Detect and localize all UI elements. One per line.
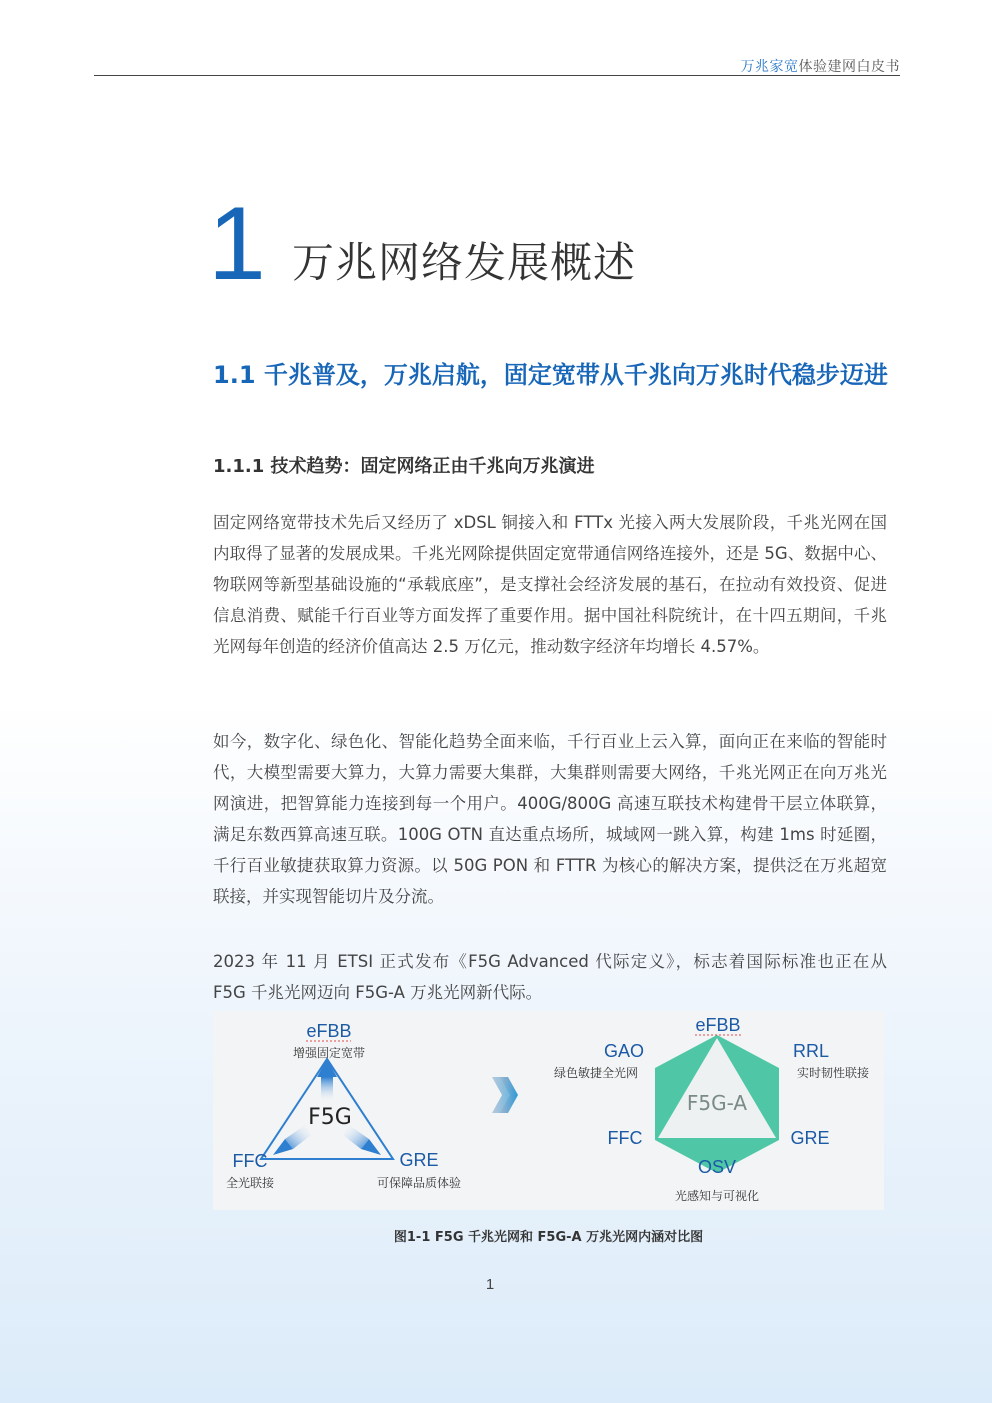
f5g-center-label: F5G <box>308 1105 352 1130</box>
ffc-label: FFC <box>607 1128 643 1148</box>
subsection-heading: 1.1.1 技术趋势：固定网络正由千兆向万兆演进 <box>213 456 595 477</box>
rrl-label: RRL <box>792 1041 830 1061</box>
gao-label: GAO <box>603 1041 645 1061</box>
chapter-number: 1 <box>208 186 266 302</box>
efbb-label: eFBB <box>306 1021 352 1041</box>
efbb-label: eFBB <box>695 1015 741 1035</box>
f5g-triangle-diagram <box>226 1021 461 1190</box>
header-title-accent: 万兆家宽 <box>740 59 799 75</box>
header-title-rest: 体验建网白皮书 <box>798 59 900 75</box>
arrow-up-shaft <box>321 1077 333 1103</box>
osv-label: OSV <box>697 1157 737 1177</box>
figure-caption: 图1-1 F5G 千兆光网和 F5G-A 万兆光网内涵对比图 <box>393 1230 704 1245</box>
osv-desc: 光感知与可视化 <box>674 1189 760 1203</box>
section-heading: 1.1 千兆普及，万兆启航，固定宽带从千兆向万兆时代稳步迈进 <box>213 361 888 389</box>
page-header <box>94 52 900 76</box>
paragraph: 固定网络宽带技术先后又经历了 xDSL 铜接入和 FTTx 光接入两大发展阶段，千兆光网在国内取得了显著的发展成果。千兆光网除提供固定宽带通信网络连接外，还是 5G、数据中心、物联网等新型基础设施的“承载底座”，是支撑社会经济发展的基石，在拉动有效投资、促进信息消费、赋能千行百业等方面发挥了重要作用。据中国社科院统计，在十四五期间，千兆光网每年创造的经济价值高达 2.5 万亿元，推动数字经济年均增长 4.57%。 <box>213 513 887 656</box>
paragraph: 2023 年 11 月 ETSI 正式发布《F5G Advanced 代际定义》，标志着国际标准也正在从 F5G 千兆光网迈向 F5G-A 万兆光网新代际。 <box>213 952 887 1002</box>
rrl-desc: 实时韧性联接 <box>796 1066 870 1080</box>
header-title <box>741 56 901 76</box>
f5g-a-hexagon-diagram <box>554 1015 869 1203</box>
gre-label: GRE <box>399 1150 439 1170</box>
ffc-label: FFC <box>232 1151 268 1171</box>
double-chevron-icon <box>492 1077 518 1113</box>
ffc-desc: 全光联接 <box>225 1176 275 1190</box>
gre-desc: 可保障品质体验 <box>376 1176 462 1190</box>
f5g-a-center-label: F5G-A <box>686 1091 748 1115</box>
efbb-desc: 增强固定宽带 <box>292 1046 366 1060</box>
paragraph: 如今，数字化、绿色化、智能化趋势全面来临，千行百业上云入算，面向正在来临的智能时代，大模型需要大算力，大算力需要大集群，大集群则需要大网络，千兆光网正在向万兆光网演进，把智算能力连接到每一个用户。400G/800G 高速互联技术构建骨干层立体联算，满足东数西算高速互联。100G OTN 直达重点场所，城域网一跳入算，构建 1ms 时延圈，千行百业敏捷获取算力资源。以 50G PON 和 FTTR 为核心的解决方案，提供泛在万兆超宽联接，并实现智能切片及分流。 <box>213 732 887 906</box>
comparison-figure <box>213 1011 884 1210</box>
gre-label: GRE <box>790 1128 830 1148</box>
figure-diagram <box>213 1011 884 1210</box>
gao-desc: 绿色敏捷全光网 <box>553 1066 639 1080</box>
chapter-title: 万兆网络发展概述 <box>292 238 637 287</box>
page-number: 1 <box>485 1276 495 1293</box>
